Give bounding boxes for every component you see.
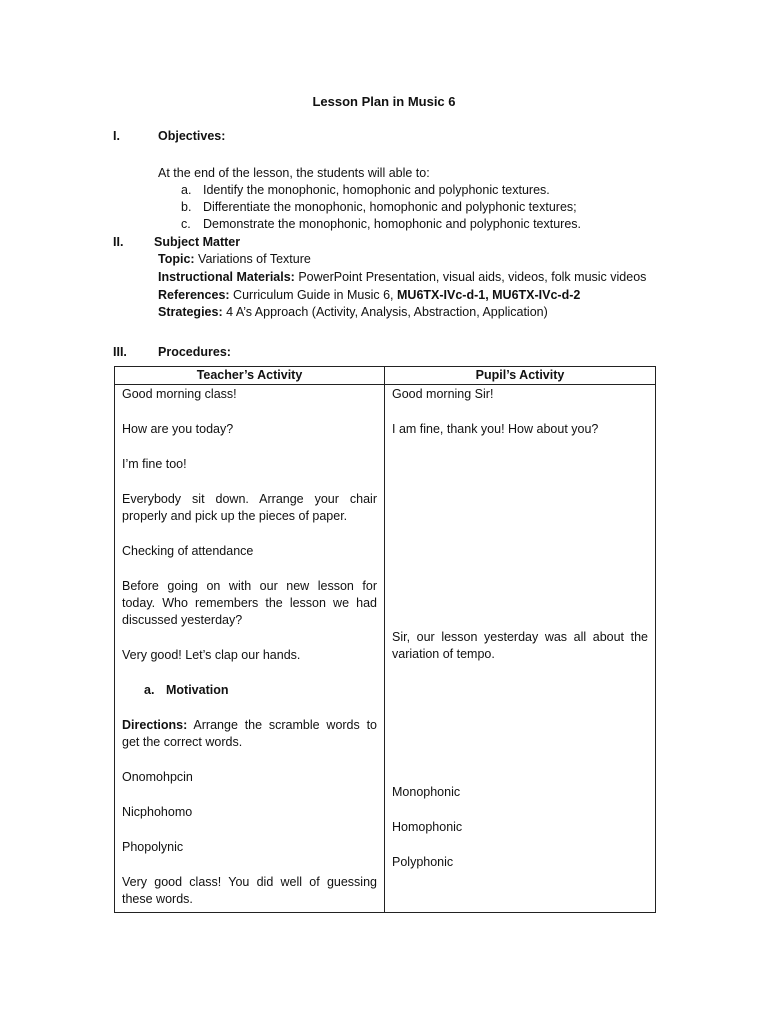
pupil-spacer [392, 681, 648, 784]
teacher-very-good: Very good! Let’s clap our hands. [122, 648, 301, 662]
teacher-closing: Very good class! You did well of guessing these words. [122, 875, 377, 906]
section-numeral-subject-matter: II. [113, 235, 124, 249]
page-title: Lesson Plan in Music 6 [312, 94, 456, 109]
teacher-attendance: Checking of attendance [122, 544, 254, 558]
topic-line [158, 251, 311, 268]
objectives-intro: At the end of the lesson, the students will able to: [158, 166, 430, 180]
teacher-directions [122, 717, 377, 751]
strategies-line [158, 304, 548, 321]
strategies-label: Strategies: [158, 305, 223, 319]
objective-letter: a. [181, 183, 192, 197]
motivation-letter: a. [144, 683, 155, 697]
objective-text: Demonstrate the monophonic, homophonic and polyphonic textures. [203, 217, 582, 231]
materials-line [158, 269, 646, 286]
section-heading-objectives: Objectives: [158, 129, 226, 143]
column-header-pupil: Pupil’s Activity [385, 367, 656, 385]
teacher-sit-down: Everybody sit down. Arrange your chair properly and pick up the pieces of paper. [122, 492, 377, 523]
pupil-fine: I am fine, thank you! How about you? [392, 422, 599, 436]
teacher-review: Before going on with our new lesson for today. Who remembers the lesson we had discussed yesterday? [122, 579, 377, 627]
pupil-review-answer: Sir, our lesson yesterday was all about the variation of tempo. [392, 630, 648, 661]
references-label: References: [158, 288, 230, 302]
pupil-activity-cell [385, 385, 656, 913]
scrambled-word-3: Phopolynic [122, 840, 184, 854]
procedures-table [114, 366, 656, 913]
motivation-label: Motivation [166, 683, 229, 697]
materials-value: PowerPoint Presentation, visual aids, videos, folk music videos [294, 270, 647, 284]
topic-value: Variations of Texture [194, 252, 311, 266]
pupil-answer-3: Polyphonic [392, 855, 454, 869]
objective-letter: b. [181, 200, 192, 214]
objective-text: Differentiate the monophonic, homophonic and polyphonic textures; [203, 200, 577, 214]
objective-letter: c. [181, 217, 191, 231]
pupil-answer-1: Monophonic [392, 785, 461, 799]
section-numeral-objectives: I. [113, 129, 120, 143]
references-value: Curriculum Guide in Music 6, [229, 288, 397, 302]
topic-label: Topic: [158, 252, 195, 266]
pupil-greeting: Good morning Sir! [392, 387, 494, 401]
motivation-heading [122, 682, 377, 699]
section-heading-procedures: Procedures: [158, 345, 231, 359]
pupil-spacer [392, 456, 648, 629]
teacher-activity-cell [115, 385, 385, 913]
pupil-answer-2: Homophonic [392, 820, 463, 834]
materials-label: Instructional Materials: [158, 270, 295, 284]
directions-text: Arrange the scramble words to get the correct words. [122, 718, 377, 749]
teacher-greeting: Good morning class! [122, 387, 237, 401]
scrambled-word-2: Nicphohomo [122, 805, 193, 819]
scrambled-word-1: Onomohpcin [122, 770, 193, 784]
section-numeral-procedures: III. [113, 345, 127, 359]
references-line [158, 287, 580, 304]
table-header-row [115, 367, 656, 385]
objective-text: Identify the monophonic, homophonic and polyphonic textures. [203, 183, 550, 197]
teacher-how-are-you: How are you today? [122, 422, 234, 436]
directions-label: Directions: [122, 718, 188, 732]
teacher-fine-too: I’m fine too! [122, 457, 187, 471]
section-heading-subject-matter: Subject Matter [154, 235, 241, 249]
references-codes: MU6TX-IVc-d-1, MU6TX-IVc-d-2 [397, 288, 581, 302]
table-row [115, 385, 656, 913]
column-header-teacher: Teacher’s Activity [115, 367, 385, 385]
strategies-value: 4 A’s Approach (Activity, Analysis, Abstraction, Application) [222, 305, 548, 319]
